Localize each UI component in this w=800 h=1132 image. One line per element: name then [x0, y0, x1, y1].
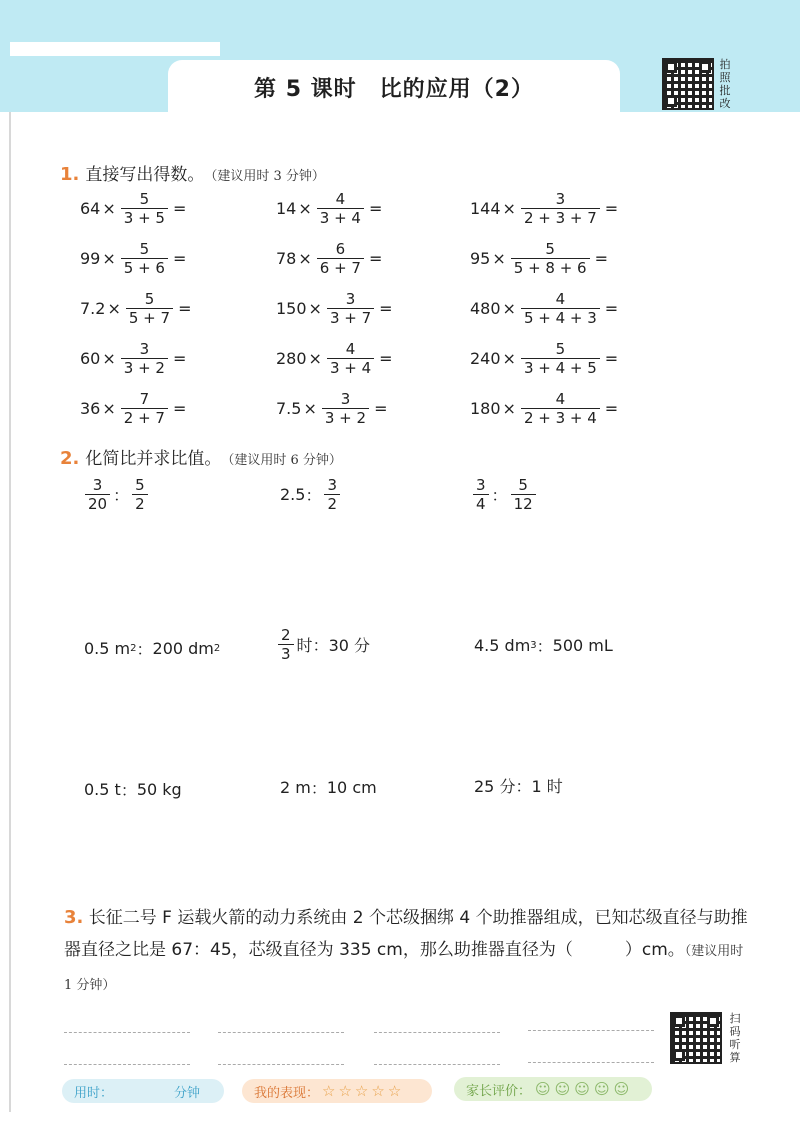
numerator: 5 [555, 340, 566, 358]
multiplicand: 14 [276, 199, 297, 218]
numerator: 4 [345, 340, 356, 358]
calculation-item [470, 190, 620, 227]
equals-sign: = [594, 249, 609, 268]
times-sign: × [308, 349, 322, 368]
smiley-icon[interactable]: ☺ [535, 1080, 551, 1098]
fraction [126, 290, 173, 327]
time-label: 用时： [74, 1085, 114, 1101]
fraction [521, 390, 600, 427]
numerator: 7 [139, 390, 150, 408]
numerator: 3 [340, 390, 351, 408]
denominator: 2 + 3 + 7 [521, 208, 600, 227]
numerator: 4 [335, 190, 346, 208]
ratio-item: 0.5 t ： 50 kg [84, 780, 182, 800]
equals-sign: = [604, 349, 619, 368]
equals-sign: = [368, 249, 383, 268]
times-sign: × [102, 349, 116, 368]
section-number: 1. [60, 164, 80, 185]
calculation-item [470, 290, 620, 327]
fraction [317, 190, 364, 227]
ratio-item: 2 m ： 10 cm [280, 778, 377, 798]
equals-sign: = [379, 299, 393, 318]
multiplicand: 7.5 [276, 399, 302, 418]
time-hint: （建议用时 3 分钟） [204, 169, 325, 184]
rating-label: 我的表现： [254, 1085, 320, 1101]
problem-text: ）cm。 [624, 940, 685, 960]
calculation-item [276, 190, 384, 227]
header-decoration [10, 56, 170, 112]
rating-label: 家长评价： [466, 1083, 532, 1099]
smiley-icon[interactable]: ☺ [613, 1080, 630, 1098]
qr-label: 拍 照 批 改 [719, 58, 731, 110]
parent-rating [454, 1077, 652, 1101]
multiplicand: 144 [470, 199, 501, 218]
times-sign: × [502, 399, 516, 418]
section-number: 3. [64, 907, 84, 928]
fraction [327, 290, 374, 327]
denominator: 2 + 3 + 4 [521, 408, 600, 427]
times-sign: × [492, 249, 506, 268]
ratio-item: $\frac{3}{20}$ ： $\frac{5}{2}$ [82, 476, 151, 513]
equals-sign: = [172, 249, 187, 268]
section-instruction: 直接写出得数。 [85, 165, 205, 185]
section-2-heading [60, 444, 342, 469]
section-instruction: 化简比并求比值。 [85, 449, 222, 469]
denominator: 5 + 4 + 3 [521, 308, 600, 327]
calculation-item [80, 290, 193, 327]
denominator: 3 + 5 [121, 208, 168, 227]
calculation-item [276, 290, 395, 327]
multiplicand: 240 [470, 349, 501, 368]
fraction [327, 340, 374, 377]
numerator: 6 [335, 240, 346, 258]
header-decoration [10, 42, 220, 56]
times-sign: × [298, 199, 312, 218]
calculation-item [276, 340, 395, 377]
calculation-item [470, 240, 610, 277]
qr-code-icon[interactable] [670, 1012, 722, 1064]
problem-text: 长征二号 F 运载火箭的动力系统由 2 个芯级捆绑 4 个助推器组成，已知芯级直径与助推器直径之比是 67：45，芯级直径为 335 cm，那么助推器直径为（ [64, 908, 748, 960]
denominator: 5 + 7 [126, 308, 173, 327]
word-problem [64, 902, 754, 1002]
qr-code-icon[interactable] [662, 58, 714, 110]
multiplicand: 60 [80, 349, 101, 368]
fraction [511, 240, 590, 277]
denominator: 3 + 4 + 5 [521, 358, 600, 377]
equals-sign: = [178, 299, 192, 318]
section-number: 2. [60, 448, 80, 469]
denominator: 2 + 7 [121, 408, 168, 427]
fraction [521, 290, 600, 327]
work-line [64, 1032, 190, 1033]
numerator: 5 [144, 290, 155, 308]
times-sign: × [502, 199, 516, 218]
work-line [374, 1064, 500, 1065]
time-unit: 分钟 [173, 1085, 200, 1101]
calculation-item [80, 390, 188, 427]
ratio-item: $\frac{3}{4}$ ： $\frac{5}{12}$ [470, 476, 539, 513]
numerator: 4 [555, 290, 566, 308]
multiplicand: 480 [470, 299, 501, 318]
times-sign: × [502, 299, 516, 318]
work-line [528, 1030, 654, 1031]
ratio-item: 25 分 ： 1 时 [474, 777, 563, 796]
numerator: 3 [139, 340, 150, 358]
fraction [121, 190, 168, 227]
times-sign: × [102, 199, 116, 218]
denominator: 5 + 8 + 6 [511, 258, 590, 277]
fraction [121, 240, 168, 277]
work-line [374, 1032, 500, 1033]
calculation-item [470, 340, 620, 377]
fraction [521, 340, 600, 377]
multiplicand: 95 [470, 249, 491, 268]
section-1-heading [60, 160, 325, 185]
equals-sign: = [368, 199, 383, 218]
ratio-item: $\frac{2}{3}$ 时 ： 30 分 [278, 626, 370, 663]
equals-sign: = [172, 399, 187, 418]
equals-sign: = [604, 299, 619, 318]
times-sign: × [102, 249, 116, 268]
denominator: 3 + 2 [322, 408, 369, 427]
page-title: 第 5 课时 比的应用（2） [254, 77, 534, 102]
equals-sign: = [172, 199, 187, 218]
numerator: 3 [555, 190, 566, 208]
equals-sign: = [604, 399, 619, 418]
denominator: 3 + 7 [327, 308, 374, 327]
fraction [121, 340, 168, 377]
multiplicand: 99 [80, 249, 101, 268]
numerator: 5 [545, 240, 555, 258]
multiplicand: 64 [80, 199, 101, 218]
work-line [218, 1064, 344, 1065]
fraction [121, 390, 168, 427]
time-hint: （建议用时 1 分钟） [64, 944, 744, 993]
smiley-icon[interactable]: ☺ [574, 1080, 590, 1098]
multiplicand: 36 [80, 399, 101, 418]
margin-line [9, 112, 11, 1112]
star-icon[interactable]: ☆ [338, 1082, 352, 1100]
times-sign: × [303, 399, 317, 418]
ratio-item: 2.5 ： $\frac{3}{2}$ [280, 476, 343, 513]
numerator: 5 [139, 190, 150, 208]
equals-sign: = [374, 399, 388, 418]
calculation-item [80, 190, 188, 227]
smiley-icon[interactable]: ☺ [593, 1080, 610, 1098]
star-icon[interactable]: ☆ [387, 1082, 402, 1100]
denominator: 5 + 6 [121, 258, 168, 277]
times-sign: × [502, 349, 516, 368]
denominator: 3 + 4 [317, 208, 364, 227]
times-sign: × [298, 249, 312, 268]
calculation-item [276, 240, 384, 277]
work-line [218, 1032, 344, 1033]
times-sign: × [308, 299, 322, 318]
times-sign: × [107, 299, 121, 318]
ratio-item: 0.5 m 2 ： 200 dm 2 [84, 639, 221, 659]
time-spent-field[interactable] [62, 1079, 224, 1103]
star-icon[interactable]: ☆ [354, 1082, 369, 1100]
numerator: 4 [555, 390, 566, 408]
calculation-item [80, 340, 188, 377]
denominator: 6 + 7 [317, 258, 364, 277]
equals-sign: = [604, 199, 619, 218]
times-sign: × [102, 399, 116, 418]
multiplicand: 7.2 [80, 299, 106, 318]
fraction [322, 390, 369, 427]
star-icon[interactable]: ☆ [371, 1082, 385, 1100]
numerator: 5 [139, 240, 150, 258]
multiplicand: 280 [276, 349, 307, 368]
fraction [317, 240, 364, 277]
self-rating [242, 1079, 432, 1103]
fraction [521, 190, 600, 227]
numerator: 3 [345, 290, 356, 308]
denominator: 3 + 4 [327, 358, 374, 377]
calculation-item [80, 240, 188, 277]
qr-label: 扫 码 听 算 [729, 1012, 741, 1064]
equals-sign: = [172, 349, 187, 368]
multiplicand: 150 [276, 299, 307, 318]
smiley-icon[interactable]: ☺ [554, 1080, 571, 1098]
work-line [528, 1062, 654, 1063]
multiplicand: 180 [470, 399, 501, 418]
equals-sign: = [379, 349, 393, 368]
time-hint: （建议用时 6 分钟） [221, 453, 342, 468]
calculation-item [276, 390, 389, 427]
multiplicand: 78 [276, 249, 297, 268]
star-icon[interactable]: ☆ [322, 1082, 336, 1100]
calculation-item [470, 390, 620, 427]
ratio-item: 4.5 dm 3 ： 500 mL [474, 636, 613, 656]
work-line [64, 1064, 190, 1065]
denominator: 3 + 2 [121, 358, 168, 377]
